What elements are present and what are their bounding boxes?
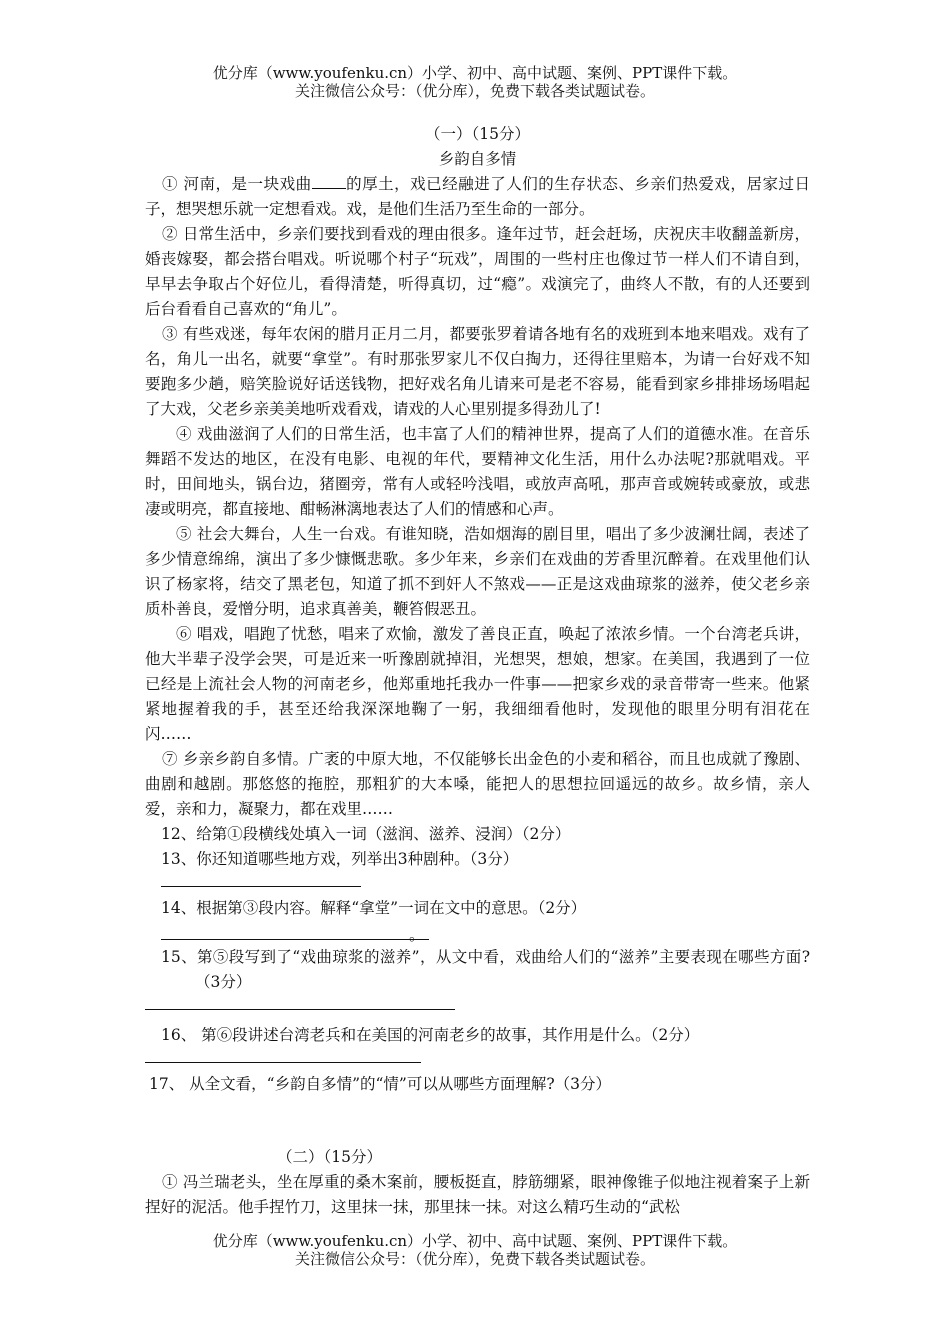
paragraph-3: ③ 有些戏迷，每年农闲的腊月正月二月，都要张罗着请各地有名的戏班到本地来唱戏。戏有了名，角儿一出名，就要“拿堂”。有时那张罗家儿不仅白掏力，还得往里赔本，为请一台好戏不知要跑多少趟，赔笑脸说好话送钱物，把好戏名角儿请来可是老不容易，能看到家乡排排场场唱起了大戏，父老乡亲美美地听戏看戏，请戏的人心里别提多得劲儿了! <box>145 325 810 418</box>
footer-line-1: 优分库（www.youfenku.cn）小学、初中、高中试题、案例、PPT课件下载。 <box>212 1232 738 1250</box>
footer-line-2: 关注微信公众号：（优分库），免费下载各类试题试卷。 <box>294 1250 655 1268</box>
header-line-1: 优分库（www.youfenku.cn）小学、初中、高中试题、案例、PPT课件下载。 <box>212 64 738 82</box>
section-2-heading: （二）（15分） <box>277 1148 382 1166</box>
paragraph-6: ⑥ 唱戏，唱跑了忧愁，唱来了欢愉，激发了善良正直，唤起了浓浓乡情。一个台湾老兵讲，他大半辈子没学会哭，可是近来一听豫剧就掉泪，光想哭，想娘，想家。在美国，我遇到了一位已经是上流社会人物的河南老乡，他郑重地托我办一件事——把家乡戏的录音带寄一些来。他紧紧地握着我的手，甚至还给我深深地鞠了一躬，我细细看他时，发现他的眼里分明有泪花在闪…… <box>145 625 810 743</box>
question-14: 14、根据第③段内容。解释“拿堂”一词在文中的意思。（2分） <box>161 899 587 917</box>
question-17: 17、 从全文看，“乡韵自多情”的“情”可以从哪些方面理解?（3分） <box>149 1075 612 1093</box>
paragraph-5: ⑤ 社会大舞台，人生一台戏。有谁知晓，浩如烟海的剧目里，唱出了多少波澜壮阔，表述了多少情意绵绵，演出了多少慷慨悲歌。多少年来，乡亲们在戏曲的芳香里沉醉着。在戏里他们认识了杨家将，结交了黑老包，知道了抓不到奸人不煞戏——正是这戏曲琼浆的滋养，使父老乡亲质朴善良，爱憎分明，追求真善美，鞭笞假恶丑。 <box>145 525 810 618</box>
answer-line-13[interactable] <box>145 872 810 896</box>
fill-blank-line[interactable] <box>312 174 346 189</box>
question-13: 13、你还知道哪些地方戏，列举出3种剧种。（3分） <box>161 850 519 868</box>
answer-line-16[interactable] <box>145 1048 810 1072</box>
page-header <box>0 64 950 100</box>
paragraph-1-rest: 的厚土，戏已经融进了人们的生存状态、乡亲们热爱戏，居家过日子，想哭想乐就一定想看戏。戏，是他们生活乃至生命的一部分。 <box>145 175 810 218</box>
document-body <box>145 122 810 1220</box>
question-15: 15、第⑤段写到了“戏曲琼浆的滋养”，从文中看，戏曲给人们的“滋养”主要表现在哪些方面?（3分） <box>161 948 810 991</box>
answer-space-17[interactable] <box>145 1097 810 1145</box>
answer-line-14[interactable] <box>145 921 810 945</box>
paragraph-4: ④ 戏曲滋润了人们的日常生活，也丰富了人们的精神世界，提高了人们的道德水准。在音乐舞蹈不发达的地区，在没有电影、电视的年代，要精神文化生活，用什么办法呢?那就唱戏。平时，田间地头，锅台边，猪圈旁，常有人或轻吟浅唱，或放声高吼，那声音或婉转或豪放，或悲凄或明亮，都直接地、酣畅淋漓地表达了人们的情感和心声。 <box>145 425 810 518</box>
page-footer <box>0 1232 950 1268</box>
paragraph-1-start: ① 河南，是一块戏曲 <box>162 175 312 193</box>
section-2-paragraph-1: ① 冯兰瑞老头，坐在厚重的桑木案前，腰板挺直，脖筋绷紧，眼神像锥子似地注视着案子上新捏好的泥活。他手捏竹刀，这里抹一抹，那里抹一抹。对这么精巧生动的“武松 <box>145 1173 810 1216</box>
answer-line-14-period: 。 <box>409 926 425 944</box>
header-line-2: 关注微信公众号：（优分库），免费下载各类试题试卷。 <box>294 82 655 100</box>
paragraph-7: ⑦ 乡亲乡韵自多情。广袤的中原大地，不仅能够长出金色的小麦和稻谷，而且也成就了豫剧、曲剧和越剧。那悠悠的拖腔，那粗犷的大本嗓，能把人的思想拉回遥远的故乡。故乡情，亲人爱，亲和力，凝聚力，都在戏里…… <box>145 750 810 818</box>
answer-line-15[interactable] <box>145 995 810 1019</box>
question-12: 12、给第①段横线处填入一词（滋润、滋养、浸润）（2分） <box>161 825 571 843</box>
paragraph-2: ② 日常生活中，乡亲们要找到看戏的理由很多。逢年过节，赶会赶场，庆祝庆丰收翻盖新房，婚丧嫁娶，都会搭台唱戏。听说哪个村子“玩戏”，周围的一些村庄也像过节一样人们不请自到，早早去争取占个好位儿，看得清楚，听得真切，过“瘾”。戏演完了，曲终人不散，有的人还要到后台看看自己喜欢的“角儿”。 <box>145 225 810 318</box>
paragraph-1 <box>145 172 810 222</box>
article-title: 乡韵自多情 <box>438 150 517 168</box>
question-16: 16、 第⑥段讲述台湾老兵和在美国的河南老乡的故事，其作用是什么。（2分） <box>161 1026 700 1044</box>
section-1-heading: （一）（15分） <box>425 125 530 143</box>
